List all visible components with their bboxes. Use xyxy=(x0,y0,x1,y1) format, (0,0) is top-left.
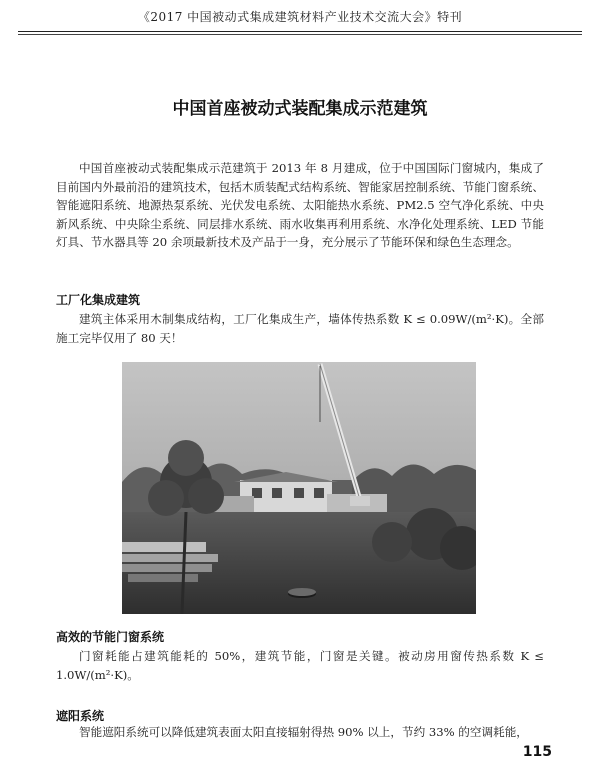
section-heading-shading: 遮阳系统 xyxy=(56,709,105,723)
header-rule xyxy=(18,31,582,32)
construction-site-photo xyxy=(122,362,476,614)
section-heading-factory: 工厂化集成建筑 xyxy=(56,293,141,307)
section-body-windows: 门窗耗能占建筑能耗的 50%，建筑节能，门窗是关键。被动房用窗传热系数 K ≤ 1.0W/(m²·K)。 xyxy=(56,649,544,682)
running-header: 《2017 中国被动式集成建筑材料产业技术交流大会》特刊 xyxy=(137,10,463,24)
page-number: 115 xyxy=(522,744,552,760)
section-body-factory: 建筑主体采用木制集成结构，工厂化集成生产，墙体传热系数 K ≤ 0.09W/(m²·K)。全部施工完毕仅用了 80 天！ xyxy=(56,312,544,345)
intro-paragraph: 中国首座被动式装配集成示范建筑于 2013 年 8 月建成，位于中国国际门窗城内，集成了目前国内外最前沿的建筑技术，包括木质装配式结构系统、智能家居控制系统、节能门窗系统、智能遮阳系统、地源热泵系统、光伏发电系统、太阳能热水系统、PM2.5 空气净化系统、中央新风系统、中央除尘系统、同层排水系统、雨水收集再利用系统、水净化处理系统、LED 节能灯具、节水器具等 20 余项最新技术及产品于一身，充分展示了节能环保和绿色生态理念。 xyxy=(56,161,544,250)
section-heading-windows: 高效的节能门窗系统 xyxy=(56,630,165,644)
article-title: 中国首座被动式装配集成示范建筑 xyxy=(172,99,428,119)
header-rule-thin xyxy=(18,34,582,35)
section-body-shading: 智能遮阳系统可以降低建筑表面太阳直接辐射得热 90% 以上，节约 33% 的空调耗能， xyxy=(79,725,528,739)
